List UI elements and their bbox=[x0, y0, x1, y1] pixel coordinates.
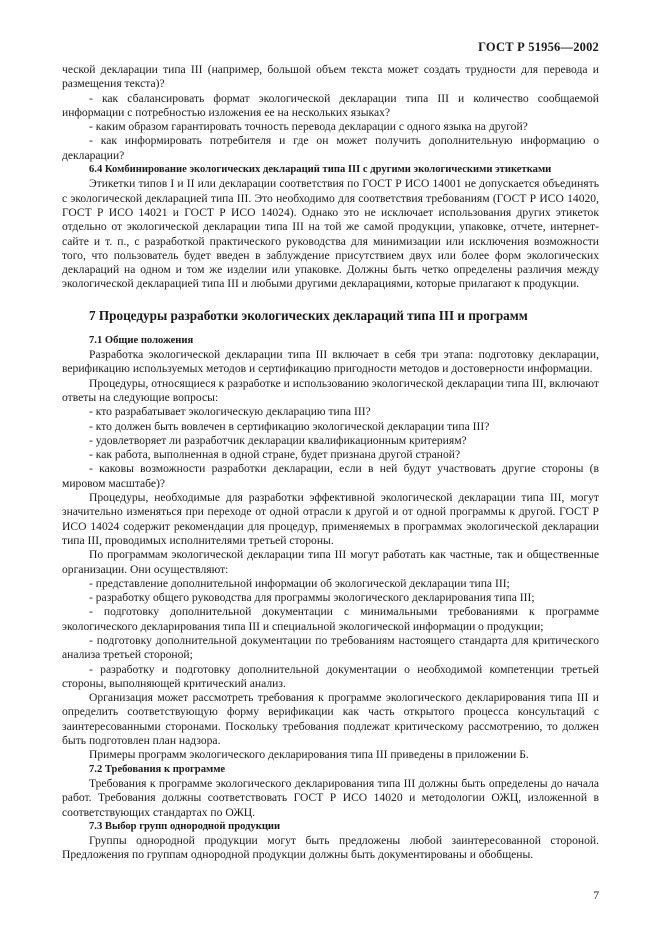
list-item: - подготовку дополнительной документации по требованиям настоящего стандарта для критического анализа третьей стороной; bbox=[62, 633, 599, 662]
paragraph: Этикетки типов I и II или декларации соответствия по ГОСТ Р ИСО 14001 не допускается объединять с экологической декларацией типа III. Это необходимо для соответствия требованиям (ГОСТ Р ИСО 14020, ГОСТ Р ИСО 14021 и ГОСТ Р ИСО 14024). Однако это не исключает использования других этикеток отдельно от экологической декларации типа III на той же самой продукции, упаковке, отчете, интернет-сайте и т. п., с разработкой практического руководства для минимизации или исключения возможности того, что пользователь будет введен в заблуждение присутствием двух или более форм экологических деклараций на одном и том же изделии или упаковке. Должны быть четко определены различия между экологической декларацией типа III и любыми другими декларациями, которые прилагают к продукции. bbox=[62, 177, 599, 291]
list-item: - кто разрабатывает экологическую декларацию типа III? bbox=[89, 405, 371, 419]
list-item: - каким образом гарантировать точность перевода декларации с одного языка на другой? bbox=[89, 120, 528, 134]
paragraph: Организация может рассмотреть требования к программе экологического декларирования типа III и определить соответствующую форму верификации как часть открытого процесса консультаций с заинтересованными сторонами. Поскольку требования подлежат критическому рассмотрению, то должен быть подготовлен план надзора. bbox=[62, 691, 599, 748]
subsection-heading-7-2: 7.2 Требования к программе bbox=[89, 763, 226, 775]
paragraph: Разработка экологической декларации типа III включает в себя три этапа: подготовку декларации, верификацию используемых методов и сертификацию пригодности методов и достоверности информации. bbox=[62, 348, 599, 376]
list-item: - как информировать потребителя и где он может получить дополнительную информацию о декларации? bbox=[62, 134, 599, 162]
list-item: - разработку и подготовку дополнительной документации о необходимой компетенции третьей стороны, выполняющей критический анализ. bbox=[62, 662, 599, 690]
list-item: - как сбалансировать формат экологической декларации типа III и количество сообщаемой информации с потребностью изложения ее на нескольких языках? bbox=[62, 91, 599, 119]
subsection-heading-7-1: 7.1 Общие положения bbox=[89, 334, 194, 346]
paragraph: Требования к программе экологического декларирования типа III должны быть определены до начала работ. Требования должны соответствовать ГОСТ Р ИСО 14020 и методологии ОЖЦ, изложенной в соответствующих стандартах по ОЖЦ. bbox=[62, 776, 599, 819]
paragraph: Примеры программ экологического декларирования типа III приведены в приложении Б. bbox=[89, 748, 529, 762]
list-item: - каковы возможности разработки декларации, если в ней будут участвовать другие стороны (в мировом масштабе)? bbox=[62, 462, 599, 490]
list-item: - удовлетворяет ли разработчик декларации квалификационным критериям? bbox=[89, 433, 467, 447]
subsection-heading-7-3: 7.3 Выбор групп однородной продукции bbox=[89, 820, 281, 832]
list-item: - подготовку дополнительной документации с минимальными требованиями к программе экологического декларирования типа III и специальной экологической информации о продукции; bbox=[62, 605, 599, 633]
page-number: 7 bbox=[593, 889, 599, 902]
list-item: - разработку общего руководства для программы экологического декларирования типа III; bbox=[89, 591, 535, 605]
list-item: - как работа, выполненная в одной стране, будет признана другой страной? bbox=[89, 448, 461, 462]
document-header: ГОСТ Р 51956—2002 bbox=[478, 40, 599, 54]
paragraph: ческой декларации типа III (например, большой объем текста может создать трудности для перевода и размещения текста)? bbox=[62, 63, 599, 91]
list-item: - представление дополнительной информации об экологической декларации типа III; bbox=[89, 576, 510, 590]
paragraph: Процедуры, относящиеся к разработке и использованию экологической декларации типа III, включают ответы на следующие вопросы: bbox=[62, 376, 599, 404]
paragraph: Процедуры, необходимые для разработки эффективной экологической декларации типа III, могут значительно изменяться при переходе от одной отрасли к другой и от одной программы к другой. ГОСТ Р ИСО 14024 содержит рекомендации для процедур, применяемых в программах экологической декларации типа III, проводимых исполнителями третьей стороны. bbox=[62, 491, 599, 547]
section-heading-7: 7 Процедуры разработки экологических деклараций типа III и программ bbox=[89, 307, 528, 323]
list-item: - кто должен быть вовлечен в сертификацию экологической декларации типа III? bbox=[89, 419, 490, 433]
paragraph: Группы однородной продукции могут быть предложены любой заинтересованной стороной. Предложения по группам однородной продукции должны быть документированы и обобщены. bbox=[62, 834, 599, 862]
subsection-heading-6-4: 6.4 Комбинирование экологических деклараций типа III с другими экологическими этикетками bbox=[89, 164, 552, 176]
paragraph: По программам экологической декларации типа III могут работать как частные, так и общественные организации. Они осуществляют: bbox=[62, 548, 599, 576]
document-page bbox=[62, 40, 599, 863]
